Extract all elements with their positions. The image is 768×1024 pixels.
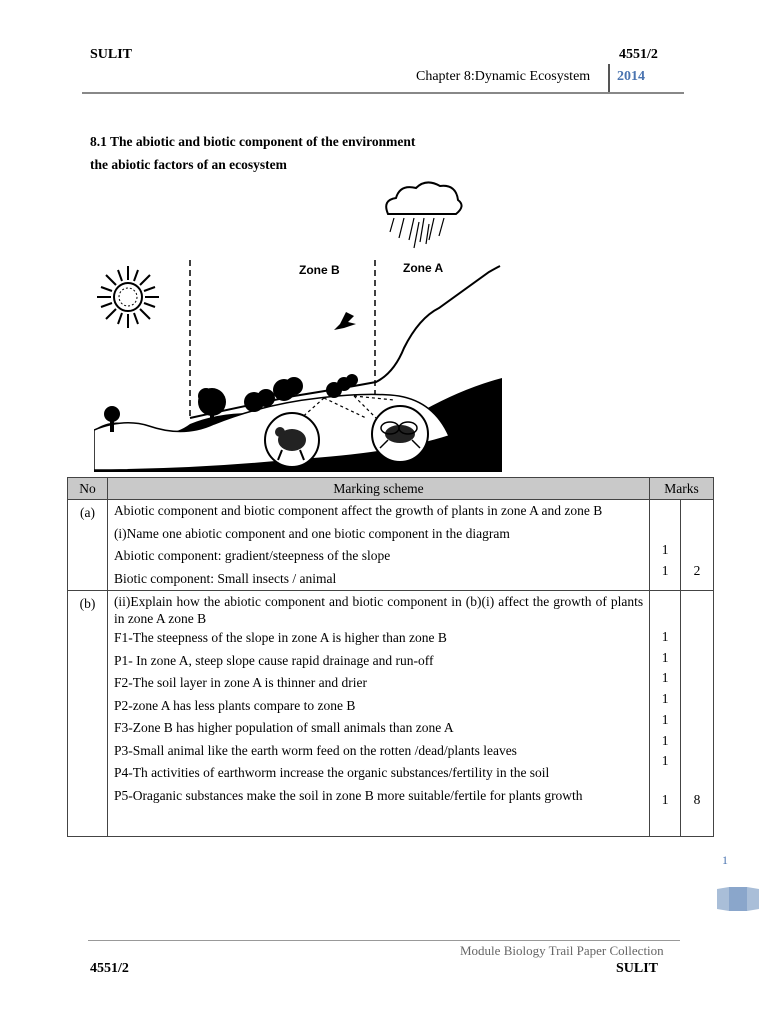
mark: 1 <box>661 562 669 578</box>
section-subtitle: the abiotic factors of an ecosystem <box>90 157 287 172</box>
mark: 1 <box>661 732 669 748</box>
row-a-line: Abiotic component: gradient/steepness of the slope <box>113 548 391 563</box>
header-code: 4551/2 <box>619 47 658 62</box>
ecosystem-diagram <box>94 178 506 476</box>
mark: 1 <box>661 791 669 807</box>
row-b-total: 8 <box>681 591 714 837</box>
row-b-line: F2-The soil layer in zone A is thinner and drier <box>113 675 368 690</box>
zone-a-label: Zone A <box>403 261 444 275</box>
row-b-no: (b) <box>68 591 108 837</box>
mark: 1 <box>661 649 669 665</box>
header-rule <box>82 92 684 94</box>
row-b-line: P1- In zone A, steep slope cause rapid drainage and run-off <box>113 652 434 668</box>
header-divider <box>608 64 610 94</box>
header-scheme: Marking scheme <box>107 478 649 500</box>
mark: 1 <box>661 691 669 707</box>
zone-b-label: Zone B <box>299 263 340 277</box>
table-row-a <box>68 500 714 591</box>
row-b-line: P3-Small animal like the earth worm feed on the rotten /dead/plants leaves <box>113 742 517 758</box>
header-sulit: SULIT <box>90 47 133 62</box>
small-animal-icon <box>265 413 319 467</box>
row-a-line: (i)Name one abiotic component and one biotic component in the diagram <box>113 525 510 541</box>
page-number: 1 <box>722 853 728 867</box>
footer-collection: Module Biology Trail Paper Collection <box>460 943 664 958</box>
row-a-line: Abiotic component and biotic component affect the growth of plants in zone A and zone B <box>113 503 603 518</box>
footer-rule <box>88 940 680 941</box>
row-b-intro: (ii)Explain how the abiotic component and biotic component in (b)(i) affect the growth of plants in zone A zone B <box>113 594 644 626</box>
row-b-line: P2-zone A has less plants compare to zone B <box>113 697 356 713</box>
mark: 1 <box>661 753 669 769</box>
mark: 1 <box>661 711 669 727</box>
row-a-line: Biotic component: Small insects / animal <box>113 570 337 586</box>
row-a-total: 2 <box>681 500 714 591</box>
chapter-title: Chapter 8:Dynamic Ecosystem <box>416 69 591 84</box>
rain-cloud-icon <box>386 182 461 248</box>
mark: 1 <box>661 542 669 557</box>
section-title: 8.1 The abiotic and biotic component of the environment <box>90 134 416 149</box>
header-marks: Marks <box>650 478 714 500</box>
marking-scheme-table <box>67 477 714 837</box>
sun-icon <box>97 266 159 328</box>
row-b-line: F3-Zone B has higher population of small animals than zone A <box>113 720 454 735</box>
row-a-marks <box>650 500 681 591</box>
mark: 1 <box>661 629 669 644</box>
header-no: No <box>68 478 108 500</box>
decorative-tab-icon <box>717 886 759 912</box>
row-b-line: P4-Th activities of earthworm increase the organic substances/fertility in the soil <box>113 765 550 780</box>
row-a-no: (a) <box>68 500 108 591</box>
row-b-line: P5-Oraganic substances make the soil in zone B more suitable/fertile for plants growth <box>113 787 583 803</box>
row-b-line: F1-The steepness of the slope in zone A is higher than zone B <box>113 630 447 645</box>
row-a-scheme <box>107 500 649 591</box>
bird-icon <box>334 312 356 330</box>
row-b-scheme <box>107 591 649 837</box>
footer-code: 4551/2 <box>90 961 129 976</box>
insect-icon <box>372 406 428 462</box>
table-header-row <box>68 478 714 500</box>
header-year: 2014 <box>617 69 645 84</box>
table-row-b <box>68 591 714 837</box>
mark: 1 <box>661 670 669 686</box>
footer-sulit: SULIT <box>616 961 659 976</box>
row-b-marks <box>650 591 681 837</box>
